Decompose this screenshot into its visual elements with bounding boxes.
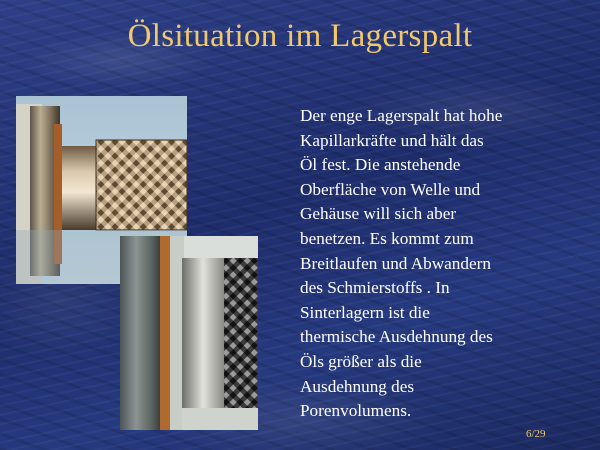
bearing-photo-bottom <box>120 236 258 430</box>
body-line: Öls größer als die <box>300 351 422 371</box>
body-line: benetzen. Es kommt zum <box>300 228 474 248</box>
body-line: Gehäuse will sich aber <box>300 204 457 224</box>
body-line: Porenvolumens. <box>300 401 412 421</box>
body-line: Ausdehnung des <box>300 376 415 396</box>
body-line: des Schmierstoffs . In <box>300 278 450 298</box>
body-line: thermische Ausdehnung des <box>300 327 493 347</box>
body-line: Breitlaufen und Abwandern <box>300 253 491 273</box>
body-line: Kapillarkräfte und hält das <box>300 130 484 150</box>
slide-number: 6/29 <box>526 428 546 440</box>
body-text <box>300 104 560 424</box>
body-line: Oberfläche von Welle und <box>300 179 481 199</box>
body-line: Der enge Lagerspalt hat hohe <box>300 106 503 125</box>
slide-title: Ölsituation im Lagerspalt <box>127 18 473 54</box>
body-line: Sinterlagern ist die <box>300 302 430 322</box>
body-line: Öl fest. Die anstehende <box>300 155 461 175</box>
